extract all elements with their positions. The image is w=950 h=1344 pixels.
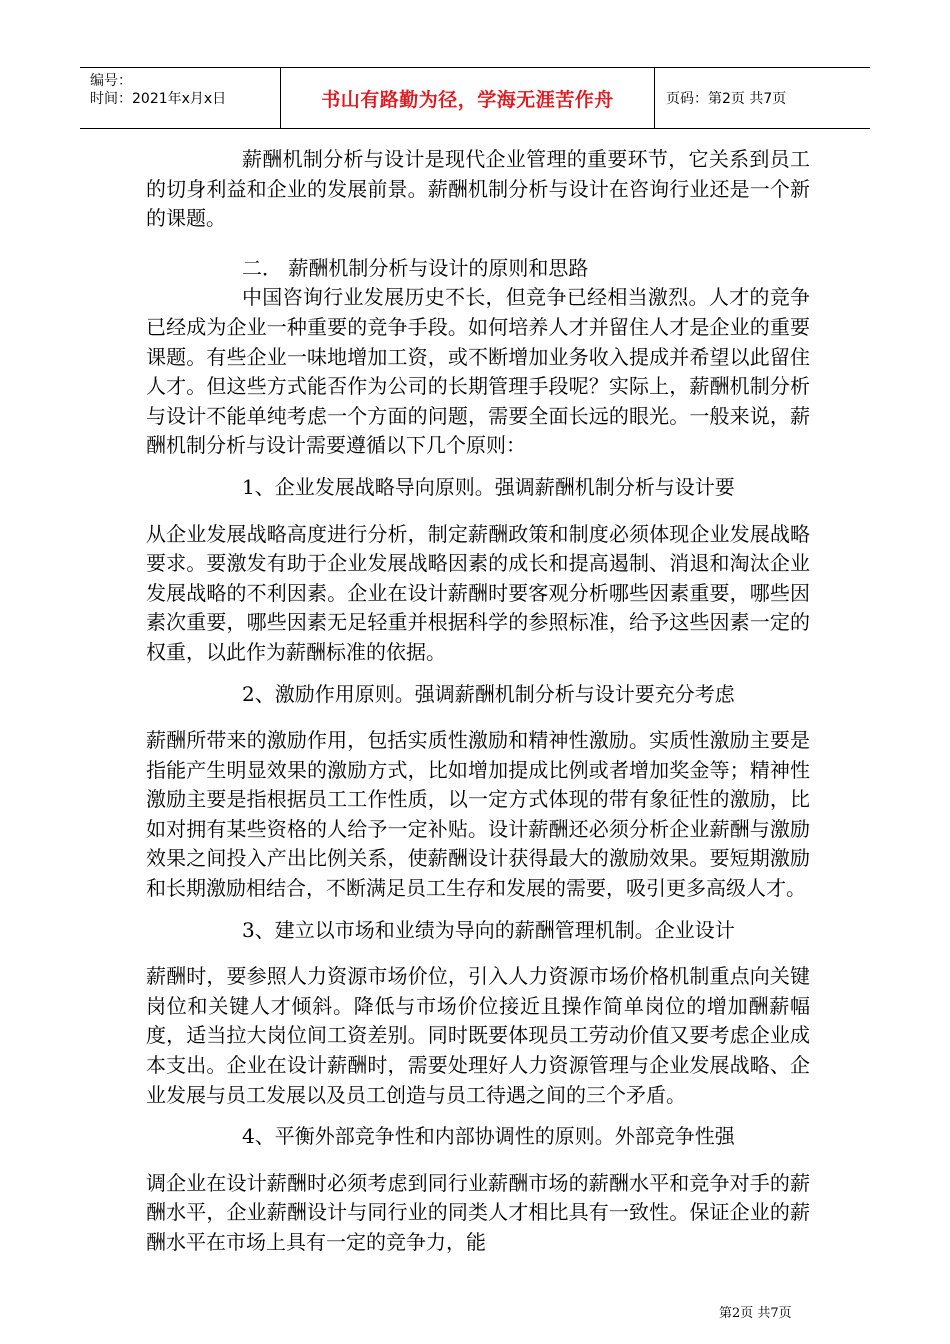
principle-1-lead: 1、企业发展战略导向原则。强调薪酬机制分析与设计要: [242, 474, 735, 499]
header-motto: 书山有路勤为径，学海无涯苦作舟: [280, 68, 655, 128]
page-footer-indicator: 第2页 共7页: [719, 1306, 792, 1321]
principle-2-paragraph: 薪酬所带来的激励作用，包括实质性激励和精神性激励。实质性激励主要是指能产生明显效果的激励方式，比如增加提成比例或者增加奖金等；精神性激励主要是指根据员工工作性质，以一定方式体现的带有象征性的激励，比如对拥有某些资格的人给予一定补贴。设计薪酬还必须分析企业薪酬与激励效果之间投入产出比例关系，使薪酬设计获得最大的激励效果。要短期激励和长期激励相结合，不断满足员工生存和发展的需要，吸引更多高级人才。: [146, 728, 810, 901]
principle-3-paragraph: 薪酬时，要参照人力资源市场价位，引入人力资源市场价格机制重点向关键岗位和关键人才倾斜。降低与市场价位接近且操作简单岗位的增加酬薪幅度，适当拉大岗位间工资差别。同时既要体现员工劳动价值又要考虑企业成本支出。企业在设计薪酬时，需要处理好人力资源管理与企业发展战略、企业发展与员工发展以及员工创造与员工待遇之间的三个矛盾。: [146, 964, 810, 1107]
document-date-label: 时间：2021年x月x日: [90, 91, 227, 107]
intro-paragraph: 薪酬机制分析与设计是现代企业管理的重要环节，它关系到员工的切身利益和企业的发展前景。薪酬机制分析与设计在咨询行业还是一个新的课题。: [146, 147, 810, 231]
section-intro-paragraph: 中国咨询行业发展历史不长，但竞争已经相当激烈。人才的竞争已经成为企业一种重要的竞争手段。如何培养人才并留住人才是企业的重要课题。有些企业一味地增加工资，或不断增加业务收入提成并希望以此留住人才。但这些方式能否作为公司的长期管理手段呢？实际上，薪酬机制分析与设计不能单纯考虑一个方面的问题，需要全面长远的眼光。一般来说，薪酬机制分析与设计需要遵循以下几个原则：: [146, 285, 810, 458]
header-meta: [80, 68, 280, 128]
principle-4-lead: 4、平衡外部竞争性和内部协调性的原则。外部竞争性强: [242, 1124, 735, 1149]
principle-1-paragraph: 从企业发展战略高度进行分析，制定薪酬政策和制度必须体现企业发展战略要求。要激发有助于企业发展战略因素的成长和提高遏制、消退和淘汰企业发展战略的不利因素。企业在设计薪酬时要客观分析哪些因素重要，哪些因素次重要，哪些因素无足轻重并根据科学的参照标准，给予这些因素一定的权重，以此作为薪酬标准的依据。: [146, 521, 810, 664]
page-header: [80, 67, 870, 129]
principle-3-lead: 3、建立以市场和业绩为导向的薪酬管理机制。企业设计: [242, 917, 735, 942]
section-heading: 二． 薪酬机制分析与设计的原则和思路: [242, 255, 589, 280]
header-page-number: 页码：第2页 共7页: [666, 91, 787, 107]
document-body: [146, 145, 810, 1258]
document-number-label: 编号：: [90, 73, 132, 89]
principle-4-paragraph: 调企业在设计薪酬时必须考虑到同行业薪酬市场的薪酬水平和竞争对手的薪酬水平，企业薪酬设计与同行业的同类人才相比具有一致性。保证企业的薪酬水平在市场上具有一定的竞争力，能: [146, 1170, 810, 1254]
principle-2-lead: 2、激励作用原则。强调薪酬机制分析与设计要充分考虑: [242, 681, 735, 706]
